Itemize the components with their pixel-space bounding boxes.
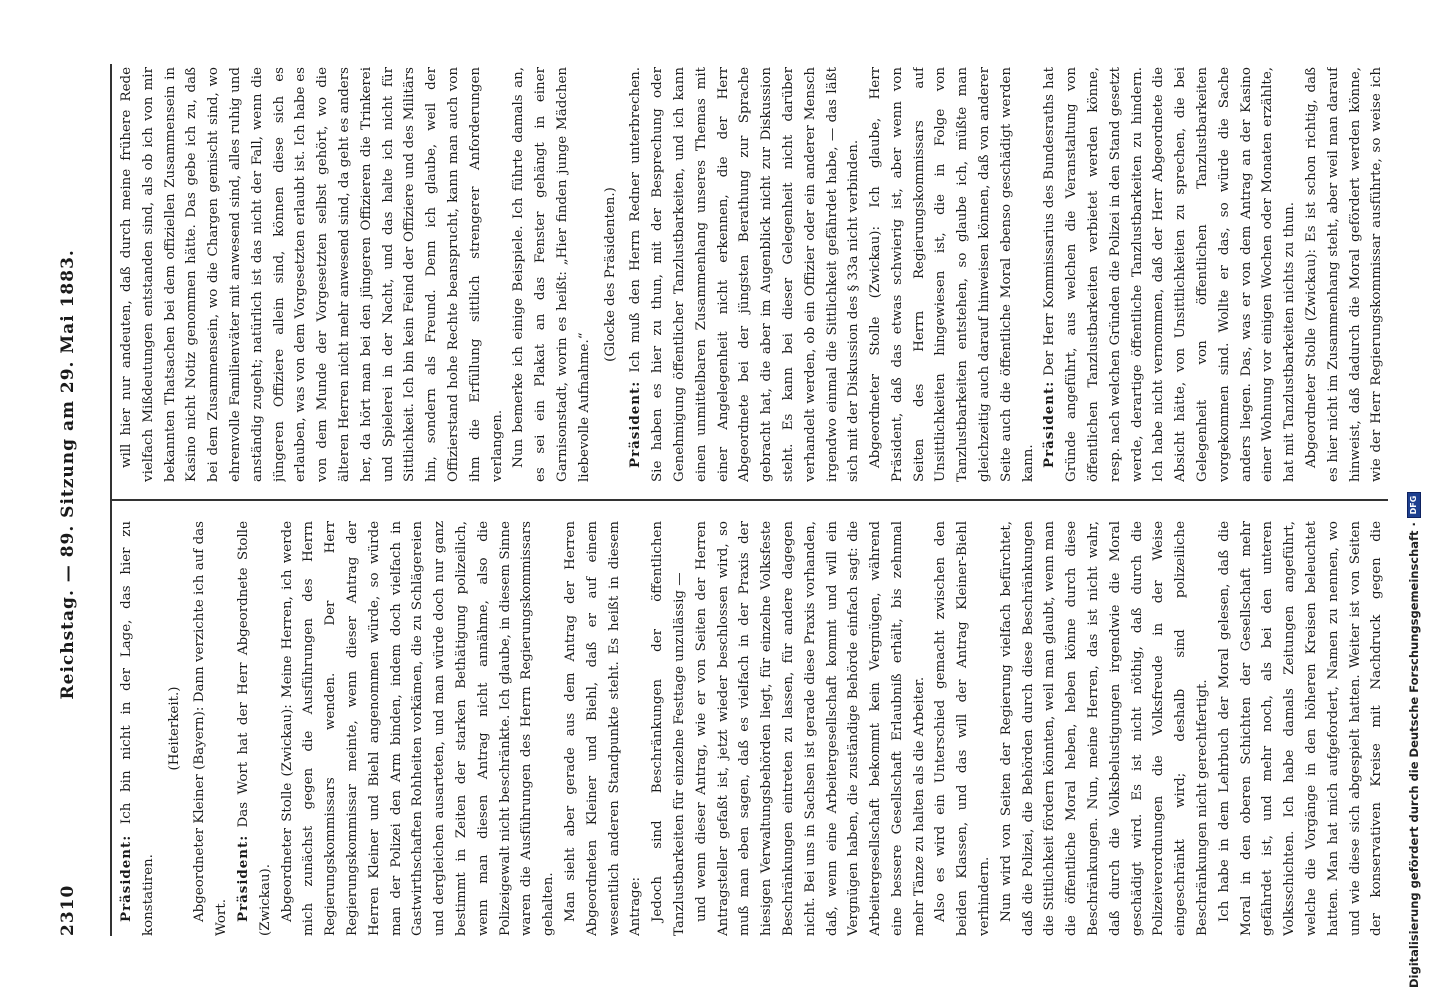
speech-paragraph [1214, 521, 1386, 936]
speech-paragraph [116, 67, 508, 482]
speech-paragraph [233, 521, 277, 936]
paragraph-text: Abgeordneter Stolle (Zwickau): Ich glaube, Herr Präsident, daß das etwas schwierig ist, aber wenn von Seiten des Herrn Regierungskommissars auf Unsittlichkeiten hingewiesen ist, die in Folge von Tanzlustbarkeiten entstehen, so glaube ich, müßte man gleichzeitig auch darauf hinweisen können, daß von anderer Seite auch die öffentliche Moral ebenso geschädigt werden kann. [868, 67, 1036, 482]
paragraph-text: Das Wort hat der Herr Abgeordnete Stolle (Zwickau). [235, 521, 273, 936]
page-number: 2310 [58, 884, 78, 936]
paragraph-text: Also es wird ein Unterschied gemacht zwischen den beiden Klassen, und das will der Antrag Kleiner-Biehl verhindern. [933, 521, 993, 936]
page-header [58, 64, 88, 936]
stage-direction [600, 67, 622, 482]
paragraph-text: und wenn dieser Antrag, wie er von Seiten der Herren Antragsteller gefaßt ist, jetzt wieder beschlossen wird, so muß man eben sagen, daß es vielfach in der Praxis der hiesigen Verwaltungsbehörden liegt, für einzelne Volksfeste Beschränkungen eintreten zu lassen, für andere dagegen nicht. Bei uns in Sachsen ist gerade diese Praxis vorhanden, daß, wenn eine Arbeitergesellschaft kommt und will ein Vergnügen haben, die zuständige Behörde einfach sagt: die Arbeitergesellschaft bekommt kein Vergnügen, während eine bessere Gesellschaft Erlaubniß erhält, bis zehnmal mehr Tänze zu halten als die Arbeiter. [693, 521, 927, 936]
speech-paragraph [930, 521, 995, 936]
left-column [116, 521, 1386, 936]
running-head: Reichstag. — 89. Sitzung am 29. Mai 1883. [58, 249, 78, 700]
paragraph-text: Nun bemerke ich einige Beispiele. Ich führte damals an, es sei ein Plakat an das Fenster gehängt in einer Garnisonstadt, worin es heißt: „Hier finden junge Mädchen liebevolle Aufnahme.“ [511, 67, 592, 482]
stage-direction-text: (Heiterkeit.) [166, 686, 182, 771]
speech-paragraph [996, 521, 1214, 936]
digitization-credit: Digitalisierung gefördert durch die Deutsche Forschungsgemeinschaft · DFG [1404, 0, 1424, 1000]
speech-paragraph [116, 521, 160, 936]
speech-paragraph [865, 67, 1039, 482]
paragraph-text: will hier nur andeuten, daß durch meine frühere Rede vielfach Mißdeutungen entstanden sind, als ob ich von mir bekannten Thatsachen bei dem offiziellen Zusammensein in Kasino nicht Notiz genommen hätte. Das gebe ich zu, daß bei dem Zusammensein, wo die Chargen gemischt sind, wo ehrenvolle Familienväter mit anwesend sind, alles ruhig und anständig zugeht; natürlich ist das nicht der Fall, wenn die jüngeren Offiziere allein sind, können diese sich es erlauben, was von dem Vorgesetzten erlaubt ist. Ich habe es von dem Munde der Vorgesetzten selbst gehört, wo die älteren Herren nicht mehr anwesend sind, da geht es anders her, da hört man bei den jüngeren Offizieren die Trinkerei und Spielerei in der Nacht, und das halte ich nicht für Sittlichkeit. Ich bin kein Feind der Offiziere und des Militärs hin, sondern als Freund. Denn ich glaube, weil der Offizierstand hohe Rechte beansprucht, kann man auch von ihm die Erfüllung sittlich strengerer Anforderungen verlangen. [119, 67, 505, 482]
speech-paragraph [508, 67, 595, 482]
speaker-label: Präsident: [627, 380, 644, 468]
speech-paragraph [189, 521, 233, 936]
paragraph-text: Man sieht aber gerade aus dem Antrag der Herren Abgeordneten Kleiner und Biehl, daß er auf einem wesentlich anderen Standpunkte steht. Es heißt in diesem Antrage: [562, 521, 644, 936]
speech-paragraph [277, 521, 560, 936]
speech-paragraph [625, 67, 865, 482]
speech-paragraph [1039, 67, 1301, 482]
column-divider [112, 499, 1388, 501]
stage-direction-text: (Glocke des Präsidenten.) [602, 187, 618, 362]
digitization-text: Digitalisierung gefördert durch die Deutsche Forschungsgemeinschaft [1407, 530, 1421, 988]
paragraph-text: Abgeordneter Stolle (Zwickau): Meine Herren, ich werde mich zunächst gegen die Ausführungen des Herrn Regierungskommissars wenden. Der Herr Regierungskommissar meinte, wenn dieser Antrag der Herren Kleiner und Biehl angenommen würde, so würde man der Polizei den Arm binden, indem doch vielfach in Gastwirthschaften Rohheiten vorkämen, die zu Schlägereien und dergleichen ausarteten, und man würde doch nur ganz bestimmt in Zeiten der starken Bethätigung polizeilich, wenn man diesen Antrag nicht annähme, also die Polizeigewalt nicht beschränkte. Ich glaube, in diesem Sinne waren die Ausführungen des Herrn Regierungskommissars gehalten. [279, 521, 557, 936]
right-column [116, 67, 1386, 482]
speech-paragraph [691, 521, 931, 936]
stage-direction [164, 521, 186, 936]
paragraph-text: Ich habe in dem Lehrbuch der Moral gelesen, daß die Moral in den oberen Schichten der Gesellschaft mehr gefährdet ist, und mehr noch, als bei den unteren Volksschichten. Ich habe damals Zeitungen angeführt, welche die Vorgänge in den höheren Kreisen beleuchtet hatten. Man hat mich aufgefordert, Namen zu nennen, wo und wie diese sich abgespielt hatten. Weiter ist von Seiten der konservativen Kreise mit Nachdruck gegen die [1216, 521, 1385, 936]
paragraph-text: Der Herr Kommissarius des Bundesraths hat Gründe angeführt, aus welchen die Veranstaltung von öffentlichen Tanzlustbarkeiten verbietet werden könne, resp. nach welchen Gründen die Polizei in den Stand gesetzt werde, derartige öffentliche Tanzlustbarkeiten zu hindern. Ich habe nicht vernommen, daß der Herr Abgeordnete die Absicht hätte, von Unsittlichkeiten zu sprechen, die bei Gelegenheit von öffentlichen Tanzlustbarkeiten vorgekommen sind. Wollte er das, so würde die Sache anders liegen. Das, was er von dem Antrag an der Kasino einer Wohnung vor einigen Wochen oder Monaten erzählte, hat mit Tanzlustbarkeiten nichts zu thun. [1042, 67, 1298, 482]
speech-paragraph [560, 521, 647, 936]
speech-paragraph [1301, 67, 1386, 482]
paragraph-text: Jedoch sind Beschränkungen der öffentlichen Tanzlustbarkeiten für einzelne Festtage unzulässig — [650, 521, 687, 936]
paragraph-text: Ich muß den Herrn Redner unterbrechen. Sie haben es hier zu thun, mit der Besprechung oder Genehmigung öffentlicher Tanzlustbarkeiten, und ich kann einen unmittelbaren Zusammenhang unseres Themas mit einer Angelegenheit nicht erkennen, die der Herr Abgeordnete bei der jüngsten Berathung zur Sprache gebracht hat, die aber im Augenblick nicht zur Diskussion steht. Es kann bei dieser Gelegenheit nicht darüber verhandelt werden, ob ein Offizier oder ein anderer Mensch irgendwo einmal die Sittlichkeit gefährdet habe, — das läßt sich mit der Diskussion des § 33a nicht verbinden. [628, 67, 862, 482]
speaker-label: Präsident: [1041, 380, 1058, 468]
paragraph-text: Ich bin nicht in der Lage, das hier zu konstatiren. [119, 521, 156, 936]
speaker-label: Präsident: [118, 834, 134, 922]
paragraph-text: Abgeordneter Stolle (Zwickau): Es ist schon richtig, daß es hier nicht im Zusammenhang steht, aber weil man darauf hinweist, daß dadurch die Moral gefördert werden könne, wie der Herr Regierungskommissar ausführte, so weise ich [1304, 67, 1385, 482]
speech-paragraph [647, 521, 691, 936]
paragraph-text: Nun wird von Seiten der Regierung vielfach befürchtet, daß die Polizei, die Behörden durch diese Beschränkungen die Sittlichkeit fördern könnten, weil man glaubt, wenn man die öffentliche Moral heben, heben könne durch diese Beschränkungen. Nun, meine Herren, das ist nicht wahr, daß durch die Volksbelustigungen irgendwie die Moral geschädigt wird. Es ist nicht nöthig, daß durch die Polizeiverordnungen die Volksfreude in der Weise eingeschränkt wird; deshalb sind polizeiliche Beschränkungen nicht gerechtfertigt. [998, 521, 1211, 936]
dfg-logo: DFG [1407, 492, 1421, 518]
paragraph-text: Abgeordneter Kleiner (Bayern): Dann verzichte ich auf das Wort. [192, 521, 230, 936]
speaker-label: Präsident: [234, 834, 251, 922]
